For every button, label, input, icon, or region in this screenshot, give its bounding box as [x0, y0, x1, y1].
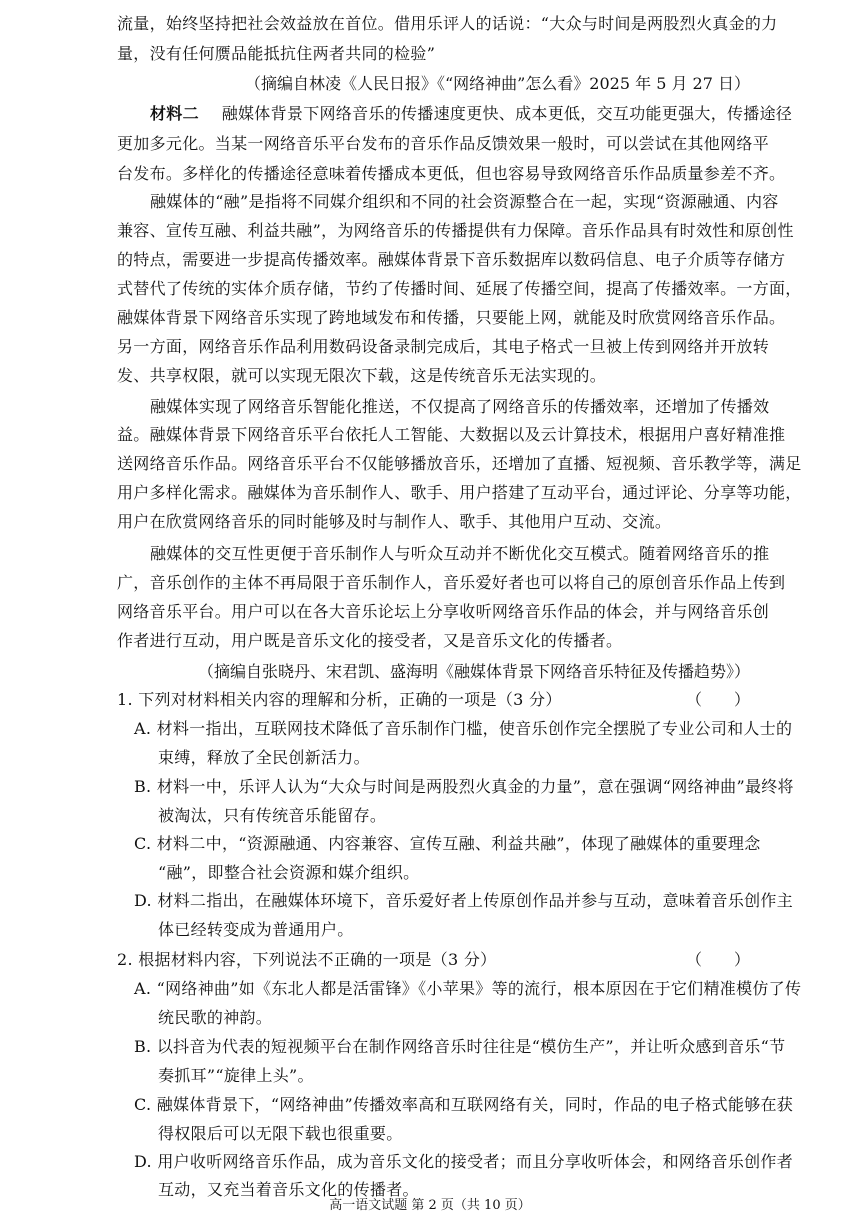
intro-line-2: 量，没有任何赝品能抵抗住两者共同的检验”	[117, 44, 436, 63]
q1-option-b[interactable]: B. 材料一中，乐评人认为“大众与时间是两股烈火真金的力量”，意在强调“网络神曲”最终将	[134, 777, 794, 796]
q1-option-b-cont: 被淘汰，只有传统音乐能留存。	[158, 806, 387, 825]
q1-option-a-cont: 束缚，释放了全民创新活力。	[158, 748, 370, 767]
material2-p1-text: 融媒体背景下网络音乐的传播速度更快、成本更低，交互功能更强大，传播途径	[221, 104, 793, 123]
material2-p2-line-6: 另一方面，网络音乐作品利用数码设备录制完成后，其电子格式一旦被上传到网络并开放转	[117, 337, 770, 356]
question-1-answer-blank[interactable]: （ ）	[685, 690, 750, 709]
q1-option-c-cont: “融”，即整合社会资源和媒介组织。	[158, 863, 420, 882]
q1-option-d[interactable]: D. 材料二指出，在融媒体环境下，音乐爱好者上传原创作品并参与互动，意味着音乐创作主	[134, 891, 794, 910]
material2-p3-line-5: 用户在欣赏网络音乐的同时能够及时与制作人、歌手、其他用户互动、交流。	[117, 512, 672, 531]
q1-option-c[interactable]: C. 材料二中，“资源融通、内容兼容、宣传互融、利益共融”，体现了融媒体的重要理念	[134, 834, 761, 853]
material2-p2-line-7: 发、共享权限，就可以实现无限次下载，这是传统音乐无法实现的。	[117, 366, 607, 385]
q2-option-c[interactable]: C. 融媒体背景下，“网络神曲”传播效率高和互联网络有关，同时，作品的电子格式能够在获	[134, 1095, 794, 1114]
q2-option-d[interactable]: D. 用户收听网络音乐作品，成为音乐文化的接受者；而且分享收听体会，和网络音乐创作者	[134, 1152, 794, 1171]
material2-p3-line-1: 融媒体实现了网络音乐智能化推送，不仅提高了网络音乐的传播效率，还增加了传播效	[150, 397, 770, 416]
material2-p4-line-1: 融媒体的交互性更便于音乐制作人与听众互动并不断优化交互模式。随着网络音乐的推	[150, 544, 770, 563]
question-2-answer-blank[interactable]: （ ）	[685, 950, 750, 969]
material2-p2-line-3: 的特点，需要进一步提高传播效率。融媒体背景下音乐数据库以数码信息、电子介质等存储方	[117, 250, 786, 269]
material2-label: 材料二	[150, 104, 199, 123]
material2-p4-line-4: 作者进行互动，用户既是音乐文化的接受者，又是音乐文化的传播者。	[117, 631, 623, 650]
material2-p2-line-5: 融媒体背景下网络音乐实现了跨地域发布和传播，只要能上网，就能及时欣赏网络音乐作品。	[117, 308, 786, 327]
material2-p1-line-1	[150, 104, 793, 124]
source-citation-1: （摘编自林凌《人民日报》《“网络神曲”怎么看》2025 年 5 月 27 日）	[244, 74, 750, 93]
material2-p1-line-2: 更加多元化。当某一网络音乐平台发布的音乐作品反馈效果一般时，可以尝试在其他网络平	[117, 134, 770, 153]
question-2-stem: 2. 根据材料内容，下列说法不正确的一项是（3 分）	[117, 950, 497, 969]
question-1-stem: 1. 下列对材料相关内容的理解和分析，正确的一项是（3 分）	[117, 690, 562, 709]
q2-option-d-cont: 互动，又充当着音乐文化的传播者。	[158, 1180, 419, 1199]
material2-p3-line-2: 益。融媒体背景下网络音乐平台依托人工智能、大数据以及云计算技术，根据用户喜好精准推	[117, 425, 786, 444]
material2-p4-line-3: 网络音乐平台。用户可以在各大音乐论坛上分享收听网络音乐作品的体会，并与网络音乐创	[117, 602, 770, 621]
page-footer: 高一语文试题 第 2 页（共 10 页）	[329, 1198, 531, 1213]
q1-option-a[interactable]: A. 材料一指出，互联网技术降低了音乐制作门槛，使音乐创作完全摆脱了专业公司和人士的	[134, 719, 793, 738]
material2-p3-line-4: 用户多样化需求。融媒体为音乐制作人、歌手、用户搭建了互动平台，通过评论、分享等功能，	[117, 483, 802, 502]
q1-option-d-cont: 体已经转变成为普通用户。	[158, 920, 354, 939]
material2-p2-line-4: 式替代了传统的实体介质存储，节约了传播时间、延展了传播空间，提高了传播效率。一方面，	[117, 279, 802, 298]
q2-option-b-cont: 奏抓耳”“旋律上头”。	[158, 1066, 314, 1085]
q2-option-a[interactable]: A. “网络神曲”如《东北人都是活雷锋》《小苹果》等的流行，根本原因在于它们精准模仿了传	[134, 979, 802, 998]
material2-p3-line-3: 送网络音乐作品。网络音乐平台不仅能够播放音乐，还增加了直播、短视频、音乐教学等，满足	[117, 454, 802, 473]
intro-line-1: 流量，始终坚持把社会效益放在首位。借用乐评人的话说：“大众与时间是两股烈火真金的力	[117, 14, 778, 33]
material2-p2-line-2: 兼容、宣传互融、利益共融”，为网络音乐的传播提供有力保障。音乐作品具有时效性和原创性	[117, 221, 794, 240]
material2-p1-line-3: 台发布。多样化的传播途径意味着传播成本更低，但也容易导致网络音乐作品质量参差不齐。	[117, 164, 786, 183]
material2-p4-line-2: 广，音乐创作的主体不再局限于音乐制作人，音乐爱好者也可以将自己的原创音乐作品上传到	[117, 573, 786, 592]
q2-option-c-cont: 得权限后可以无限下载也很重要。	[158, 1124, 403, 1143]
q2-option-b[interactable]: B. 以抖音为代表的短视频平台在制作网络音乐时往往是“模仿生产”，并让听众感到音乐“节	[134, 1037, 786, 1056]
source-citation-2: （摘编自张晓丹、宋君凯、盛海明《融媒体背景下网络音乐特征及传播趋势》）	[197, 662, 750, 681]
q2-option-a-cont: 统民歌的神韵。	[158, 1008, 273, 1027]
material2-p2-line-1: 融媒体的“融”是指将不同媒介组织和不同的社会资源整合在一起，实现“资源融通、内容	[150, 192, 779, 211]
